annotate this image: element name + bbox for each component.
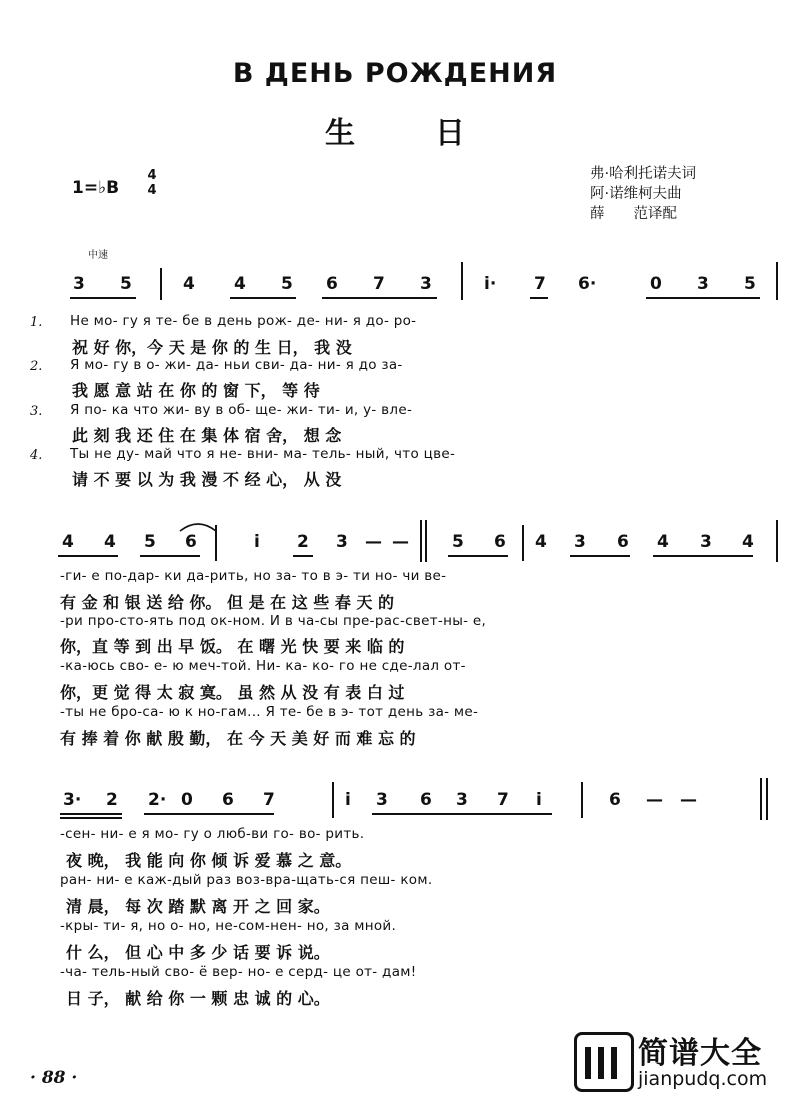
- note: 0: [650, 274, 662, 294]
- note: 7: [263, 790, 275, 810]
- note: 6: [326, 274, 338, 294]
- note: 5: [744, 274, 756, 294]
- note: —: [392, 532, 409, 552]
- note: 4: [535, 532, 547, 552]
- verse-number: 1.: [30, 315, 43, 330]
- beam: [230, 297, 296, 299]
- verse-number: 3.: [30, 404, 43, 419]
- barline: [332, 782, 334, 818]
- watermark: [574, 1028, 786, 1098]
- note: 3: [376, 790, 388, 810]
- lyric-line: 有 捧 着 你 献 殷 勤， 在 今 天 美 好 而 难 忘 的: [60, 729, 416, 748]
- note: 4: [183, 274, 195, 294]
- note: 2: [106, 790, 118, 810]
- lyric-line: -ча- тель-ный сво- ё вер- но- е серд- це от- дам!: [60, 964, 417, 980]
- lyric-line: -ри про-сто-ять под ок-ном. И в ча-сы пре-рас-свет-ны- е,: [60, 613, 487, 629]
- credits: [590, 164, 696, 224]
- key-signature: 1=♭B: [72, 178, 120, 198]
- slur: [178, 519, 218, 533]
- key-bar: [585, 1047, 591, 1079]
- lyric-line: -сен- ни- е я мо- гу о люб-ви го- во- рить.: [60, 826, 365, 842]
- key-bar: [598, 1047, 604, 1079]
- note: 7: [534, 274, 546, 294]
- time-signature: [146, 168, 158, 198]
- note: 3: [697, 274, 709, 294]
- note: 6: [222, 790, 234, 810]
- note: 7: [497, 790, 509, 810]
- translator-credit: 薛 范译配: [590, 206, 677, 222]
- barline: [425, 520, 427, 562]
- watermark-name: 简谱大全: [638, 1036, 762, 1071]
- note: 2·: [148, 790, 167, 810]
- lyric-line: Не мо- гу я те- бе в день рож- де- ни- я до- ро-: [70, 313, 417, 329]
- watermark-url: jianpudq.com: [638, 1068, 768, 1090]
- lyric-line: Я по- ка что жи- ву в об- ще- жи- ти- и, у- вле-: [70, 402, 413, 418]
- beam: [144, 813, 274, 815]
- beam: [448, 555, 508, 557]
- note: —: [680, 790, 697, 810]
- beam: [570, 555, 630, 557]
- note: 3·: [63, 790, 82, 810]
- lyric-line: 此 刻 我 还 住 在 集 体 宿 舍， 想 念: [72, 426, 342, 445]
- note: 3: [574, 532, 586, 552]
- lyric-line: -кры- ти- я, но о- но, не-сом-нен- но, за мной.: [60, 918, 397, 934]
- barline: [760, 778, 762, 820]
- note: 6: [494, 532, 506, 552]
- song-title-russian: В ДЕНЬ РОЖДЕНИЯ: [232, 58, 558, 89]
- lyric-line: Я мо- гу в о- жи- да- ньи сви- да- ни- я до за-: [70, 357, 403, 373]
- lyric-line: ран- ни- е каж-дый раз воз-вра-щать-ся пеш- ком.: [60, 872, 433, 888]
- note: 7: [373, 274, 385, 294]
- note: 6: [185, 532, 197, 552]
- note: 3: [73, 274, 85, 294]
- beam: [653, 555, 753, 557]
- barline: [776, 520, 778, 562]
- composer-credit: 阿·诺维柯夫曲: [590, 186, 682, 202]
- lyric-line: Ты не ду- май что я не- вни- ма- тель- ный, что цве-: [70, 446, 456, 462]
- lyric-line: -ка-юсь сво- е- ю меч-той. Ни- ка- ко- го не сде-лал от-: [60, 658, 466, 674]
- lyric-line: 祝 好 你，今 天 是 你 的 生 日， 我 没: [72, 338, 352, 357]
- note: —: [365, 532, 382, 552]
- tempo-marking: 中速: [88, 250, 108, 261]
- note: 3: [420, 274, 432, 294]
- verse-number: 4.: [30, 448, 43, 463]
- note: 4: [62, 532, 74, 552]
- lyric-line: -ты не бро-са- ю к но-гам... Я те- бе в э- тот день за- ме-: [60, 704, 479, 720]
- lyric-line: 你，直 等 到 出 早 饭。 在 曙 光 快 要 来 临 的: [60, 637, 405, 656]
- note: i·: [484, 274, 497, 294]
- lyricist-credit: 弗·哈利托诺夫词: [590, 166, 697, 182]
- lyric-line: 夜 晚， 我 能 向 你 倾 诉 爱 慕 之 意。: [66, 851, 352, 870]
- lyric-line: 有 金 和 银 送 给 你。 但 是 在 这 些 春 天 的: [60, 593, 394, 612]
- barline: [160, 268, 162, 300]
- barline: [420, 520, 422, 562]
- page-number: · 88 ·: [30, 1068, 78, 1088]
- note: i: [536, 790, 542, 810]
- time-signature-bottom: 4: [147, 183, 157, 198]
- verse-number: 2.: [30, 359, 43, 374]
- beam: [140, 555, 200, 557]
- note: 3: [456, 790, 468, 810]
- note: i: [345, 790, 351, 810]
- note: 5: [281, 274, 293, 294]
- note: 4: [742, 532, 754, 552]
- beam: [58, 555, 118, 557]
- piano-keys-icon: [574, 1032, 634, 1092]
- note: 2: [297, 532, 309, 552]
- note: 0: [181, 790, 193, 810]
- lyric-line: 日 子， 献 给 你 一 颗 忠 诚 的 心。: [66, 989, 330, 1008]
- lyric-line: 清 晨， 每 次 踏 默 离 开 之 回 家。: [66, 897, 330, 916]
- note: 5: [144, 532, 156, 552]
- lyric-line: 什 么， 但 心 中 多 少 话 要 诉 说。: [66, 943, 330, 962]
- lyric-line: 我 愿 意 站 在 你 的 窗 下， 等 待: [72, 381, 320, 400]
- barline: [522, 525, 524, 561]
- beam: [60, 813, 122, 815]
- note: 6: [617, 532, 629, 552]
- note: 5: [120, 274, 132, 294]
- barline: [581, 782, 583, 818]
- lyric-line: -ги- е по-дар- ки да-рить, но за- то в э- ти но- чи ве-: [60, 568, 447, 584]
- note: 4: [234, 274, 246, 294]
- barline: [461, 262, 463, 300]
- note: 3: [336, 532, 348, 552]
- beam: [322, 297, 437, 299]
- note: 4: [104, 532, 116, 552]
- key-bar: [611, 1047, 617, 1079]
- song-title-chinese: 生日: [325, 116, 545, 151]
- note: 6·: [578, 274, 597, 294]
- barline: [766, 778, 768, 820]
- note: 5: [452, 532, 464, 552]
- barline: [776, 262, 778, 300]
- beam: [530, 297, 548, 299]
- note: 3: [700, 532, 712, 552]
- note: —: [646, 790, 663, 810]
- beam: [60, 817, 122, 819]
- beam: [372, 813, 552, 815]
- note: i: [254, 532, 260, 552]
- note: 4: [657, 532, 669, 552]
- note: 6: [420, 790, 432, 810]
- lyric-line: 请 不 要 以 为 我 漫 不 经 心， 从 没: [72, 470, 342, 489]
- note: 6: [609, 790, 621, 810]
- lyric-line: 你，更 觉 得 太 寂 寞。 虽 然 从 没 有 表 白 过: [60, 683, 405, 702]
- beam: [646, 297, 760, 299]
- beam: [293, 555, 313, 557]
- time-signature-top: 4: [147, 168, 157, 183]
- beam: [70, 297, 136, 299]
